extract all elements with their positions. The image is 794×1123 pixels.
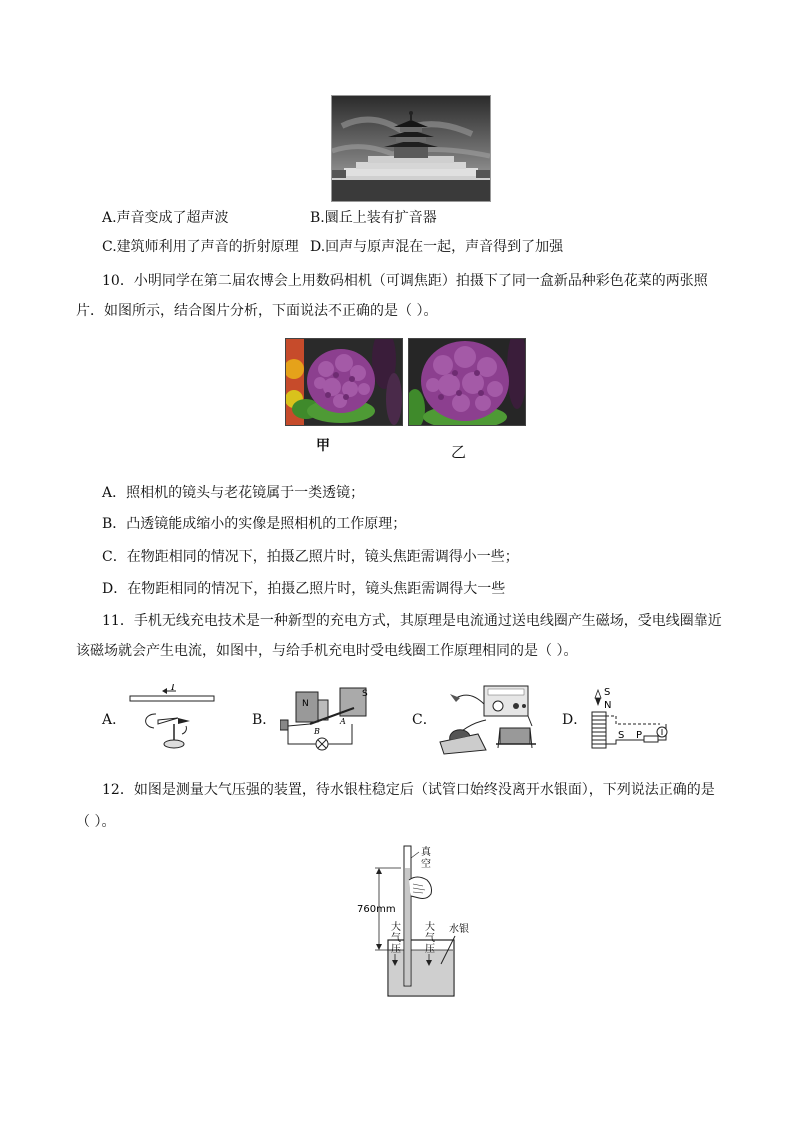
label-vacuum-2: 空 (421, 859, 431, 870)
label-jia: 甲 (316, 438, 330, 454)
temple-photo-illustration (332, 96, 490, 201)
label-mercury: 水银 (449, 924, 469, 935)
atm-left-2: 气 (391, 933, 401, 944)
b-b-label: B (314, 727, 320, 736)
q10-option-d: D．在物距相同的情况下，拍摄乙照片时，镜头焦距需调得大一些 (102, 581, 506, 597)
cauliflower-photo-yi (408, 338, 526, 426)
q10-stem-line2: 片．如图所示，结合图片分析，下面说法不正确的是（ ）。 (76, 303, 438, 319)
atm-right-2: 气 (425, 933, 435, 944)
q11-option-b-label: B． (252, 712, 277, 728)
q12-stem-line1: 12．如图是测量大气压强的装置，待水银柱稳定后（试管口始终没离开水银面），下列说法正确的是 (102, 782, 715, 798)
b-n-label: N (302, 699, 309, 709)
q11-option-c-label: C． (412, 712, 437, 728)
q9-option-d: D.回声与原声混在一起，声音得到了加强 (310, 239, 564, 255)
q12-stem-line2: （ ）。 (76, 814, 116, 830)
atm-right-1: 大 (425, 922, 435, 933)
q11-stem-line1: 11．手机无线充电技术是一种新型的充电方式，其原理是电流通过送电线圈产生磁场，受电线圈靠近 (102, 613, 722, 629)
magnet-conductor-diagram (280, 684, 380, 756)
electromagnet-diagram (588, 684, 678, 756)
d-s-top-label: S (604, 687, 611, 698)
q11-stem-line2: 该磁场就会产生电流，如图中，与给手机充电时受电线圈工作原理相同的是（ ）。 (76, 643, 578, 659)
d-n-label: N (604, 700, 612, 711)
q11-option-d-label: D． (562, 712, 588, 728)
q11-figure-a (128, 684, 218, 754)
q10-option-a: A．照相机的镜头与老花镜属于一类透镜； (102, 485, 365, 501)
q11-figure-d (588, 684, 678, 756)
cauliflower-photo-jia (285, 338, 403, 426)
label-760mm: 760mm (357, 904, 396, 915)
atm-left-3: 压 (391, 944, 401, 955)
d-p-label: P (636, 730, 643, 741)
label-yi: 乙 (451, 443, 467, 461)
wire-compass-diagram (128, 684, 218, 754)
b-a-label: A (340, 717, 346, 726)
galvanometer-experiment-diagram (436, 684, 542, 756)
label-vacuum-1: 真 (421, 847, 431, 858)
cauliflower-jia-illustration (286, 339, 402, 425)
b-s-label: S (362, 689, 368, 699)
q10-stem-line1: 10．小明同学在第二届农博会上用数码相机（可调焦距）拍摄下了同一盒新品种彩色花菜的两张照 (102, 273, 708, 289)
cauliflower-yi-illustration (409, 339, 525, 425)
q9-option-b: B.圜丘上装有扩音器 (310, 210, 437, 226)
atm-right-3: 压 (425, 944, 435, 955)
q9-option-a: A.声音变成了超声波 (102, 210, 229, 226)
q11-figure-b (280, 684, 380, 756)
q11-figure-c (436, 684, 542, 756)
q10-option-c: C．在物距相同的情况下，拍摄乙照片时，镜头焦距需调得小一些； (102, 549, 519, 565)
q10-option-b: B．凸透镜能成缩小的实像是照相机的工作原理； (102, 516, 407, 532)
q11-option-a-label: A． (102, 712, 127, 728)
torricelli-barometer-diagram (357, 840, 487, 1000)
current-label: I (171, 684, 175, 693)
temple-photo (331, 95, 491, 202)
atm-left-1: 大 (391, 922, 401, 933)
d-s-switch-label: S (618, 730, 625, 741)
q9-option-c: C.建筑师利用了声音的折射原理 (102, 239, 299, 255)
barometer-figure (357, 840, 487, 1000)
